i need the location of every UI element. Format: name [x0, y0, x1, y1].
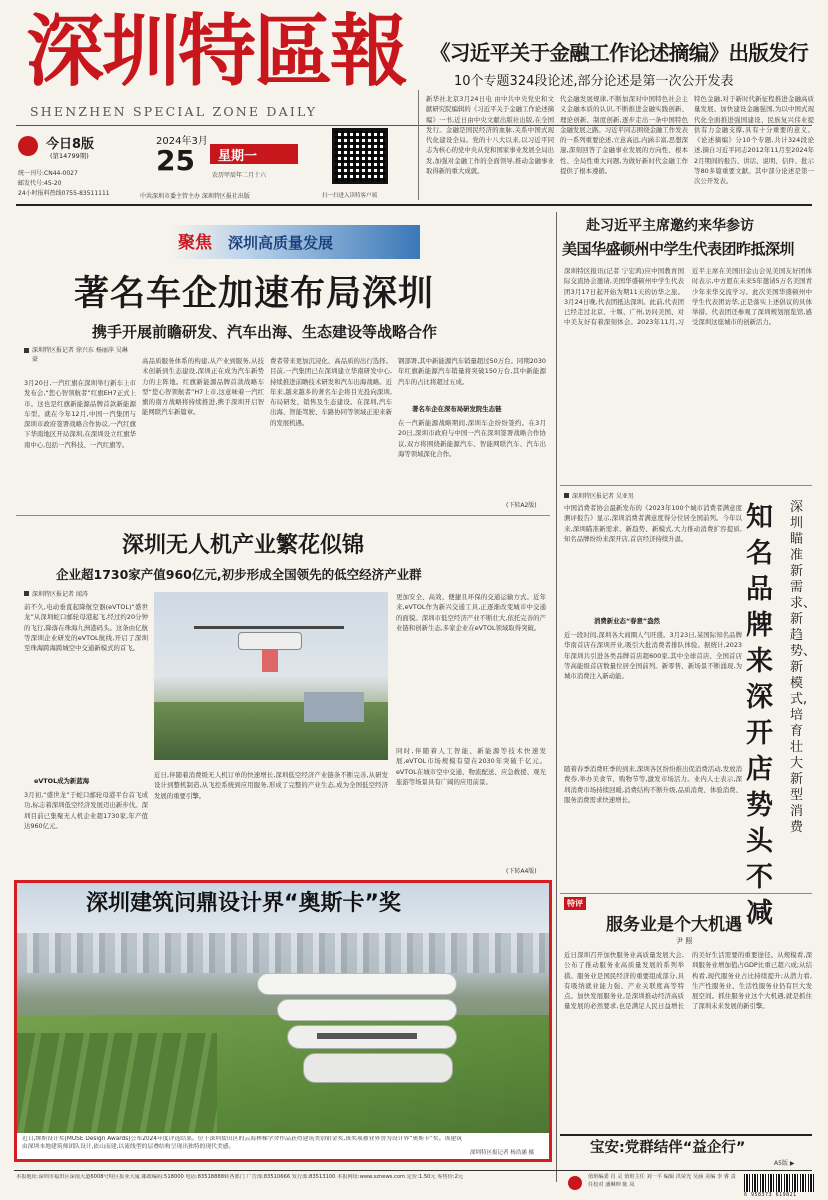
today-pages: 今日8版 [46, 137, 95, 152]
drone-subhead: 企业超1730家产值960亿元,初步形成全国领先的低空经济产业群 [56, 567, 422, 582]
commentary-text: 近日深圳召开加快服务业高质量发展大会,公布了推动服务业高质量发展的系列举措。服务业是国民经济的重要组成部分,具有吸纳就业能力强、产业关联度高等特点。加快发展服务业,是深圳推动经济高质量发展的必然要求,也是满足人民日益增长的美好生活需要的重要途径。从规模看,深圳服务业增加值占GDP比重已超六成;从结构看,现代服务业占比持续提升;从潜力看,生产性服务业、生活性服务业仍有巨大发展空间。抓住服务业这个大机遇,就是抓住了深圳未来发展的新引擎。 [564, 951, 812, 1011]
drone-photo [154, 592, 388, 760]
cn-code: 统一刊号:CN44-0027 [18, 170, 78, 177]
footer-left: 本报地址:深圳市福田区深南大道6008号特区报业大厦 邮政编码:518000 电话:83518888转各部门 广告部:83510666 发行部:83513100 本报网址:www.sznews.com 定价:1.50元 零售价:2元 [16, 1174, 464, 1180]
right-story2-byline: 深圳特区报记者 吴亚男 [572, 493, 634, 500]
footer-logo-icon [568, 1176, 582, 1190]
sponsor-line: 中共深圳市委主管主办 深圳特区报社出版 [140, 193, 250, 200]
feature-caption: 近日,缪斯设计奖(MUSE Design Awards)公布2024年度评选结果。位于深圳盐田区的云海林梯学舍作品获得建筑类别铂金奖,该奖项被业界誉为设计界“奥斯卡”奖。该建筑由深圳本地建筑师团队设计,依山而建,以流线型的层叠结构呈现出独特的现代美感。 [22, 1136, 462, 1150]
drone-text-4: 更加安全、高效、便捷且环保的交通运输方式。近年来,eVTOL作为新兴交通工具,正逐渐改变城市中交通的面貌。深圳市低空经济产业不断壮大,依托完善的产业链和创新生态,多家企业在eVTOL领域取得突破。 [396, 593, 546, 632]
right-story1-headline-main: 美国华盛顿州中学生代表团昨抵深圳 [562, 240, 795, 258]
weekday: 星期一 [218, 149, 258, 164]
post-code: 邮发代号:45-20 [18, 180, 62, 187]
drone-body-icon [238, 632, 302, 650]
commentary-tag: 特评 [564, 897, 586, 910]
feature-credit: 深圳特区报记者 杨浩涵 摄 [470, 1150, 534, 1156]
right-story1-text: 深圳特区报讯(记者 宁宏鸿)应中国教育国际交流协会邀请,美国华盛顿州中学生代表团3月17日起开始为期11天的访华之旅。3月24日晚,代表团抵达深圳。此前,代表团已经走过北京、十堰、广州,访问美国、对中美友好有着深刻体会。2023年11月,习近平主席在美国旧金山会见美国友好团体时表示,中方愿在未来5年邀请5万名美国青少年来华交流学习。此次美国华盛顿州中学生代表团访华,正是落实上述倡议的具体举措。代表团还参观了深圳规划展览馆,感受深圳这座城市的创新活力。 [564, 267, 812, 327]
lunar-date: 农历甲辰年二月十六 [212, 172, 267, 179]
drone-byline: 深圳特区报记者 闻涛 [32, 591, 88, 598]
qr-code-icon[interactable] [332, 128, 388, 184]
footer-right: 值班编委 肖 灵 值班主任 刘一平 编辑 洪荣光 吴涵 美编 李 睿 责任校对 潘琳坤 陈 凤 [588, 1174, 736, 1188]
drone-headline: 深圳无人机产业繁花似锦 [122, 533, 365, 558]
commentary-headline: 服务业是个大机遇 [606, 915, 742, 935]
masthead-rule [16, 125, 812, 126]
right-story2-text-1: 中国消费者协会最新发布的《2023年100个城市消费者满意度测评报告》显示,深圳消费者满意度得分位居全国前列。今年以来,深圳瞄准新需求、新趋势、新模式,大力推动消费扩容提质,知名品牌纷纷来深开店,首店经济持续升温。 [564, 504, 742, 543]
lead-text-2: 高品质服务体系的构建,从产业到服务,从技术创新到生态建设,深圳正在成为汽车新势力的主阵地。红旗新能源品牌首款战略车型“您心智领航者”H7上市,这意味着一汽红旗的南方战略将持续推进,携手深圳开启智能网联汽车新篇章。 [142, 357, 264, 417]
lead-subtitle: 著名车企在深布局研发院生态链 [412, 405, 502, 413]
right-story2-headline-vertical: 知名品牌来深开店势头不减 [746, 502, 773, 929]
bottom-right-jump[interactable]: A5版 ▶ [774, 1160, 795, 1167]
lead-text-4: 钢部署,其中新能源汽车销量超过50万台。同期2030年红旗新能源汽车销量将突破150万台,其中新能源汽车的占比将超过五成。 [398, 357, 546, 386]
lead-subhead: 携手开展前瞻研发、汽车出海、生态建设等战略合作 [92, 323, 438, 341]
byline-icon [564, 493, 569, 498]
right-story2-text-2: 近一段时间,深圳各大商圈人气旺盛。3月23日,某国际知名品牌华南首店在深圳开业,吸引大批消费者排队体验。据统计,2023年深圳共引进各类品牌首店超600家,其中全球首店、全国首店等高能级首店数量位居全国前列。新零售、新场景不断涌现,为城市消费注入新动能。 [564, 631, 742, 681]
section-tag: 聚焦 [178, 233, 212, 253]
top-story-subhead: 10个专题324段论述,部分论述是第一次公开发表 [454, 74, 734, 89]
drone-text-2: 3月初,“盛世龙”于蛇口邮轮母港平台首飞成功,标志着深圳低空经济发展迈出新步伐。深圳目前已集聚无人机企业超1730家,年产值达960亿元。 [24, 791, 148, 830]
feature-headline: 深圳建筑问鼎设计界“奥斯卡”奖 [86, 891, 401, 916]
hotline: 24小时报料热线0755-83511111 [18, 190, 110, 197]
drone-text-3: 近日,伴随着消费级无人机订单的快速增长,深圳低空经济产业链条不断完善,从研发设计到整机制造,从飞控系统到应用服务,形成了完整的产业生态,成为全国低空经济发展的重要引擎。 [154, 771, 388, 800]
byline-icon [24, 591, 29, 596]
pages-icon [18, 136, 38, 156]
building-icon [257, 973, 457, 1093]
byline-icon [24, 348, 29, 353]
drone-text-1: 前不久,电动垂直起降航空器(eVTOL)“盛世龙”从深圳蛇口邮轮母港起飞,经过约20分钟的飞行,降落在珠海九洲港码头。这条由亿航等深圳企业研发的eVTOL航线,开启了深圳至珠海跨海跨城空中交通新模式的首飞。 [24, 603, 148, 653]
top-story-col-1: 新华社北京3月24日电 由中共中央党史和文献研究院编辑的《习近平关于金融工作论述摘编》一书,近日由中央文献出版社出版,在全国发行。金融是国民经济的血脉,关系中国式现代化建设全局。党的十八大以来,以习近平同志为核心的党中央从党和国家事业发展全局出发,加强对金融工作的全面领导,推动金融事业取得新的重大成就。 [426, 95, 554, 176]
drone-subtitle: eVTOL成为新蓝海 [34, 777, 90, 785]
right-story2-text-3: 随着春季消费旺季的到来,深圳各区纷纷推出促消费活动,发放消费券,举办美食节、购物节等,激发市场活力。业内人士表示,深圳消费市场持续回暖,消费结构不断升级,品质消费、体验消费、服务消费需求快速增长。 [564, 765, 742, 804]
right-story1-headline-top: 赴习近平主席邀约来华参访 [586, 218, 754, 234]
date-year-month: 2024年3月 [156, 136, 208, 147]
commentary-author: 尹 照 [676, 937, 693, 945]
bottom-right-headline[interactable]: 宝安:党群结伴“益企行” [590, 1140, 746, 1156]
lead-byline: 深圳特区报记者 徐兴东 杨丽萍 吴琳豪 [32, 347, 128, 363]
section-title: 深圳高质量发展 [228, 234, 334, 252]
barcode-icon [744, 1174, 814, 1192]
right-story2-kicker-vertical: 深圳瞄准新需求、新趋势、新模式,培育壮大新型消费 [790, 500, 817, 835]
top-story-col-3: 特色金融,对于新时代新征程推进金融高质量发展、加快建设金融强国,为以中国式现代化全面推进强国建设、民族复兴伟业提供有力金融支撑,具有十分重要的意义。《论述摘编》分10个专题,共计324段论述,摘自习近平同志2012年11月至2024年2月期间的报告、讲话、说明、信件、批示等80多篇重要文献。其中部分论述是第一次公开发表。 [694, 95, 814, 186]
lead-text-3: 费者带来更加沉浸化、高品质的出行选择。目前,一汽集团已在深圳建立华南研发中心,持续推进前瞻技术研发和汽车出海战略。近年来,越来越多的著名车企将目光投向深圳,布局研发、销售及生态建设。在深圳,汽车出海、智能驾驶、车路协同等领域正迎来新的发展机遇。 [270, 357, 392, 427]
right-story2-subtitle: 消费新业态“春意”盎然 [594, 617, 660, 625]
drone-jump[interactable]: (下转A4版) [506, 868, 537, 875]
barcode-digits: 6 958373 619821 [744, 1192, 797, 1198]
issue-number: (第14799期) [50, 152, 89, 160]
app-caption: 扫一扫进入读特客户端 [322, 193, 378, 199]
top-story-headline: 《习近平关于金融工作论述摘编》出版发行 [430, 41, 809, 65]
top-story-col-2: 代金融发展规律,不断加深对中国特色社会主义金融本质的认识,不断推进金融实践创新、理论创新、制度创新,逐步走出一条中国特色金融发展之路。习近平同志围绕金融工作发表的一系列重要论述,立意高远,内涵丰富,思想深邃,深刻回答了金融事业发展的方向性、根本性、全局性重大问题,为做好新时代金融工作提供了根本遵循。 [560, 95, 688, 176]
drone-text-5: 同时,伴随着人工智能、新能源等技术快速发展,eVTOL市场规模有望在2030年突破千亿元。eVTOL在城市空中交通、物流配送、应急救援、观光旅游等场景具有广阔的应用前景。 [396, 747, 546, 786]
newspaper-title-en: SHENZHEN SPECIAL ZONE DAILY [30, 104, 318, 119]
lead-headline: 著名车企加速布局深圳 [74, 274, 435, 314]
lead-text-5: 在一汽新能源战略期间,深圳车企纷纷签约。在3月20日,深圳市政府与中国一汽在深圳签署战略合作协议,双方将围绕新能源汽车、智能网联汽车、汽车出海等领域深化合作。 [398, 419, 546, 458]
feature-photo [17, 883, 549, 1133]
lead-text-1: 3月20日,一汽红旗在深圳举行新车上市发布会,“您心智领航者”红旗EH7正式上市。这也是红旗新能源品牌首款新能源车型。就在今年12月,中国一汽集团与深圳市政府签署战略合作协议,一汽红旗下华南地区开局深圳,在深圳设立红旗华南中心,包括一汽科技、一汽红旗等。 [24, 379, 136, 449]
newspaper-title: 深圳特區報 [26, 6, 407, 97]
date-day: 25 [156, 144, 195, 177]
lead-jump[interactable]: (下转A2版) [506, 502, 537, 509]
